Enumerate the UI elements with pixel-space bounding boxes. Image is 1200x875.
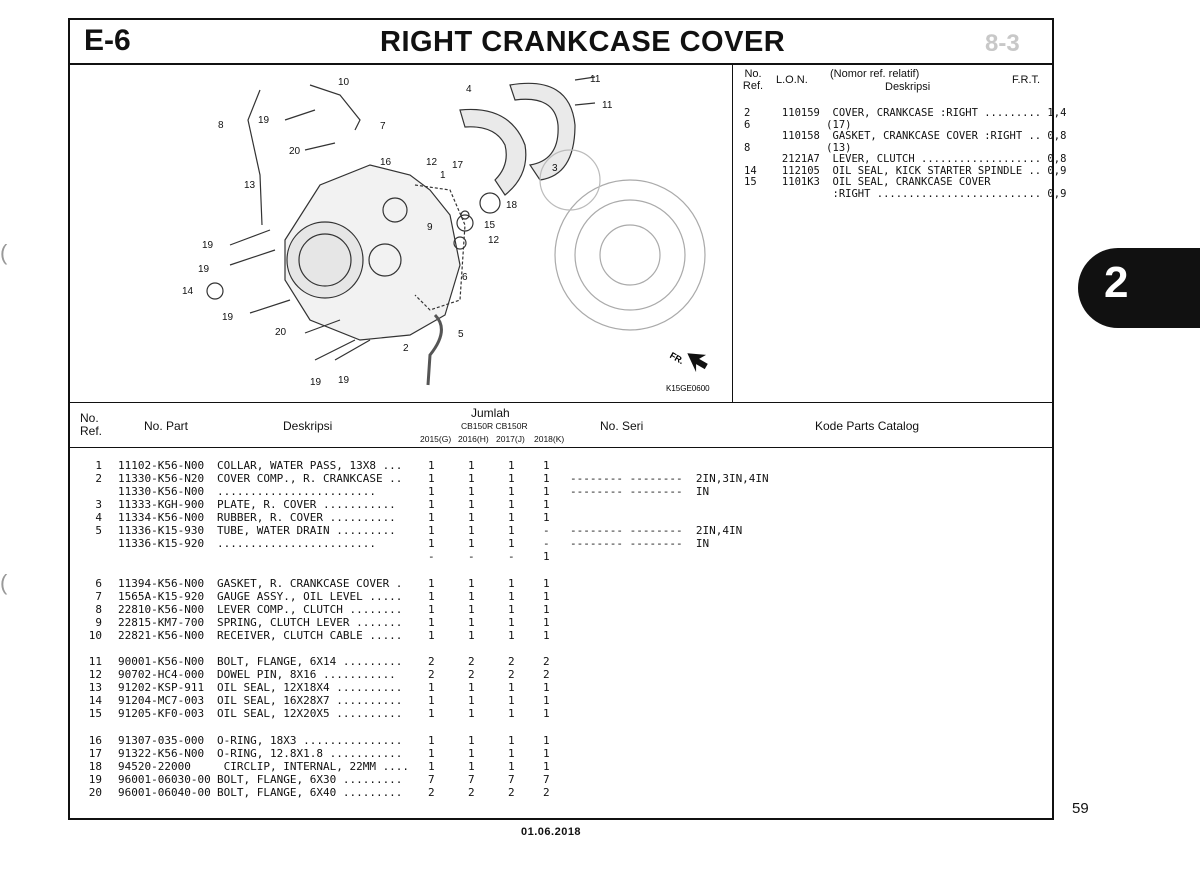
exploded-parts-diagram xyxy=(70,65,732,402)
ref-header-desc: Deskripsi xyxy=(885,81,931,93)
col-header-year: 2017(J) xyxy=(496,434,525,444)
table-row: 20 96001-06040-00 BOLT, FLANGE, 6X40 ......... 2 2 2 2 xyxy=(88,786,550,799)
table-header-divider xyxy=(70,447,1052,448)
ref-header-frt: F.R.T. xyxy=(1012,74,1041,86)
svg-text:1: 1 xyxy=(440,170,446,181)
col-header-kode: Kode Parts Catalog xyxy=(815,419,920,433)
table-row: 16 91307-035-000 O-RING, 18X3 ............... 1 1 1 1 xyxy=(88,734,550,747)
svg-text:10: 10 xyxy=(338,77,350,88)
ref-row: 8 (13) xyxy=(744,141,852,154)
col-header-jumlah: Jumlah xyxy=(471,406,510,420)
table-row: 5 11336-K15-930 TUBE, WATER DRAIN ......... 1 1 1 - -------- -------- 2IN,4IN xyxy=(95,524,743,537)
table-row: 11 90001-K56-N00 BOLT, FLANGE, 6X14 ......... 2 2 2 2 xyxy=(88,655,550,668)
front-arrow-icon xyxy=(681,346,711,375)
ref-row: 2 110159 COVER, CRANKCASE :RIGHT ......... 1,4 xyxy=(744,107,1067,119)
ref-row: 2121A7 LEVER, CLUTCH ................... 0,8 xyxy=(744,153,1067,165)
table-row: 10 22821-K56-N00 RECEIVER, CLUTCH CABLE ..... 1 1 1 1 xyxy=(88,629,550,642)
table-row: 17 91322-K56-N00 O-RING, 12.8X1.8 ........... 1 1 1 1 xyxy=(88,747,550,760)
svg-text:5: 5 xyxy=(458,329,464,340)
table-row: 4 11334-K56-N00 RUBBER, R. COVER .......... 1 1 1 1 xyxy=(95,511,550,524)
svg-text:2: 2 xyxy=(403,343,409,354)
svg-text:11: 11 xyxy=(602,100,613,111)
ref-row: :RIGHT .......................... 0,9 xyxy=(744,187,1067,200)
svg-text:15: 15 xyxy=(484,220,496,231)
col-header-no-ref: No. Ref. xyxy=(80,411,103,438)
col-header-models: CB150R CB150R xyxy=(461,421,528,431)
ref-row: 110158 GASKET, CRANKCASE COVER :RIGHT .. 0,8 xyxy=(744,130,1067,142)
divider-horizontal xyxy=(70,402,1052,403)
svg-text:3: 3 xyxy=(552,163,558,174)
table-row: 6 11394-K56-N00 GASKET, R. CRANKCASE COVER . 1 1 1 1 xyxy=(95,577,550,590)
table-row: 2 11330-K56-N20 COVER COMP., R. CRANKCASE .. 1 1 1 1 -------- -------- 2IN,3IN,4IN xyxy=(95,472,769,485)
col-header-no-seri: No. Seri xyxy=(600,419,644,433)
svg-text:7: 7 xyxy=(380,121,386,132)
svg-text:4: 4 xyxy=(466,84,472,95)
svg-text:8: 8 xyxy=(218,120,224,131)
svg-text:18: 18 xyxy=(506,200,518,211)
svg-text:19: 19 xyxy=(222,312,234,323)
page-number: 59 xyxy=(1072,800,1089,817)
col-header-no-part: No. Part xyxy=(144,419,189,433)
svg-text:12: 12 xyxy=(426,157,438,168)
section-tab xyxy=(1078,248,1200,328)
svg-text:9: 9 xyxy=(427,222,433,233)
table-row: - - - 1 xyxy=(428,550,550,563)
table-row: 7 1565A-K15-920 GAUGE ASSY., OIL LEVEL ..... 1 1 1 1 xyxy=(95,590,550,603)
footer-date: 01.06.2018 xyxy=(521,826,582,838)
table-row: 19 96001-06030-00 BOLT, FLANGE, 6X30 ......... 7 7 7 7 xyxy=(88,773,550,786)
svg-text:11: 11 xyxy=(590,74,601,85)
svg-text:19: 19 xyxy=(198,264,210,275)
svg-text:19: 19 xyxy=(202,240,214,251)
ref-row: 14 112105 OIL SEAL, KICK STARTER SPINDLE .. 0,9 xyxy=(744,164,1067,177)
table-row: 11336-K15-920 ........................ 1 1 1 - -------- -------- IN xyxy=(118,537,710,550)
table-row: 11330-K56-N00 ........................ 1 1 1 1 -------- -------- IN xyxy=(118,485,710,498)
table-row: 3 11333-KGH-900 PLATE, R. COVER ........... 1 1 1 1 xyxy=(95,498,550,511)
divider-vertical xyxy=(732,65,733,402)
svg-text:16: 16 xyxy=(380,157,392,168)
ref-table-body xyxy=(744,108,1066,200)
table-row: 14 91204-MC7-003 OIL SEAL, 16X28X7 .......... 1 1 1 1 xyxy=(88,694,550,707)
col-header-year: 2018(K) xyxy=(534,434,565,444)
binder-hole-mark: ( xyxy=(0,570,8,595)
table-row: 8 22810-K56-N00 LEVER COMP., CLUTCH ........ 1 1 1 1 xyxy=(95,603,550,616)
svg-text:13: 13 xyxy=(244,180,256,191)
ref-row: 6 (17) xyxy=(744,118,852,131)
col-header-year: 2016(H) xyxy=(458,434,489,444)
figure-code: K15GE0600 xyxy=(666,384,710,393)
col-header-deskripsi: Deskripsi xyxy=(283,419,333,433)
svg-text:6: 6 xyxy=(462,272,468,283)
svg-text:17: 17 xyxy=(452,160,464,171)
svg-text:12: 12 xyxy=(488,235,500,246)
svg-text:19: 19 xyxy=(338,375,350,386)
ref-header-lon: L.O.N. xyxy=(776,74,808,86)
svg-text:14: 14 xyxy=(182,286,194,297)
page-title: RIGHT CRANKCASE COVER xyxy=(380,26,786,58)
ref-header-desc-top: (Nomor ref. relatif) xyxy=(830,68,920,80)
table-row: 9 22815-KM7-700 SPRING, CLUTCH LEVER ....... 1 1 1 1 xyxy=(95,616,550,629)
ref-header-no: No. Ref. xyxy=(742,68,764,92)
binder-hole-mark: ( xyxy=(0,240,8,265)
table-row: 13 91202-KSP-911 OIL SEAL, 12X18X4 .......... 1 1 1 1 xyxy=(88,681,550,694)
ref-row: 15 1101K3 OIL SEAL, CRANKCASE COVER xyxy=(744,176,991,188)
svg-text:20: 20 xyxy=(289,146,301,157)
table-row: 12 90702-HC4-000 DOWEL PIN, 8X16 ........... 2 2 2 2 xyxy=(88,668,550,681)
table-row: 18 94520-22000 CIRCLIP, INTERNAL, 22MM .... 1 1 1 1 xyxy=(88,760,550,773)
svg-text:20: 20 xyxy=(275,327,287,338)
table-row: 1 11102-K56-N00 COLLAR, WATER PASS, 13X8 ... 1 1 1 1 xyxy=(95,459,550,472)
svg-text:19: 19 xyxy=(310,377,322,388)
section-code: E-6 xyxy=(84,24,131,57)
svg-text:19: 19 xyxy=(258,115,270,126)
page-code: 8-3 xyxy=(985,30,1020,57)
col-header-year: 2015(G) xyxy=(420,434,452,444)
table-row: 15 91205-KF0-003 OIL SEAL, 12X20X5 .......... 1 1 1 1 xyxy=(88,707,550,720)
svg-text:FR.: FR. xyxy=(668,350,686,367)
section-tab-number: 2 xyxy=(1104,258,1129,307)
